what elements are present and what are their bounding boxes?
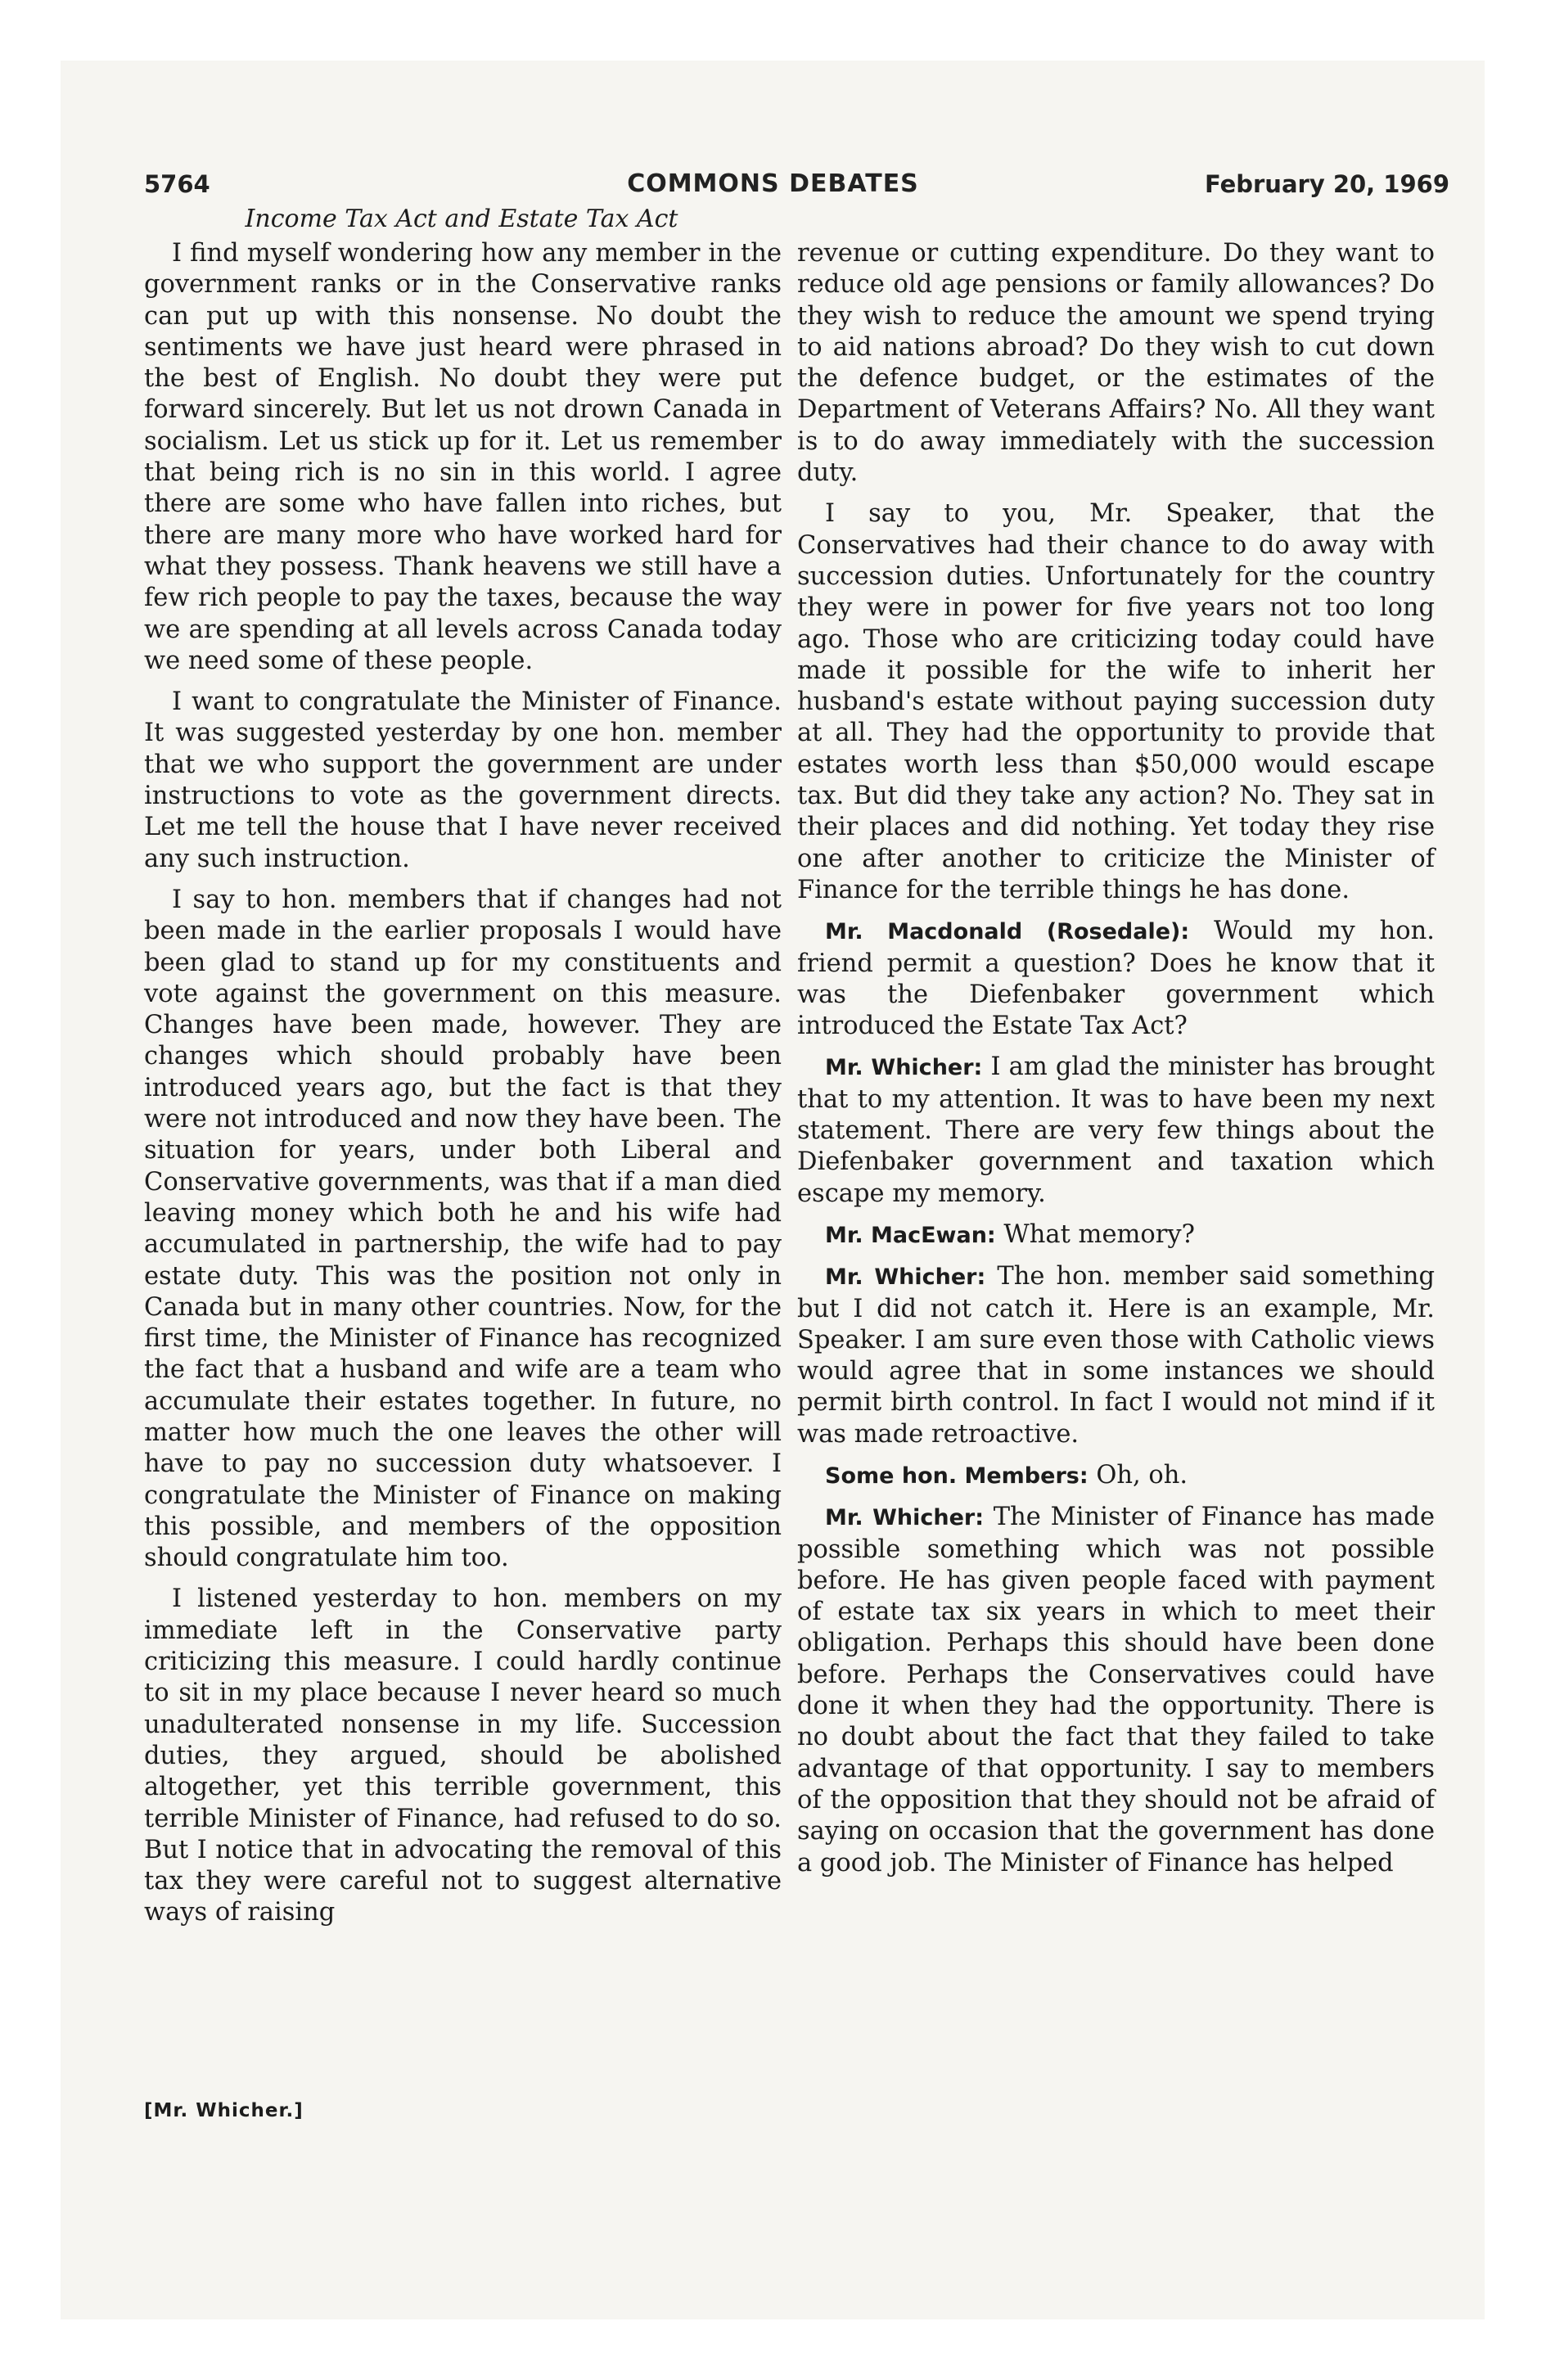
paragraph: I listened yesterday to hon. members on my immediate left in the Conservative party criticizing this measure. I could hardly continue to sit in my place because I never heard so much unadulterated nonsense in my life. Succession duties, they argued, should be abolished altogether, yet this terrible government, this terrible Minister of Finance, had refused to do so. But I notice that in advocating the removal of this tax they were careful not to suggest alternative ways of raising [144,1584,782,1927]
page-date: February 20, 1969 [1204,170,1449,198]
speech [797,1460,1435,1492]
speech [797,1052,1435,1209]
left-column [144,238,782,1939]
speech-text: Would my hon. friend permit a question? Does he know that it was the Diefenbaker government which introduced the Estate Tax Act? [797,917,1435,1041]
paragraph: I want to congratulate the Minister of Finance. It was suggested yesterday by one hon. member that we who support the government are under instructions to vote as the government directs. Let me tell the house that I have never received any such instruction. [144,687,782,873]
speech [797,916,1435,1042]
speech-text: I am glad the minister has brought that to my attention. It was to have been my next statement. There are very few things about the Diefenbaker government and taxation which escape my memory. [797,1053,1435,1208]
speaker-name: Mr. Macdonald (Rosedale): [825,919,1190,945]
right-column [797,238,1435,1889]
speech-text: The Minister of Finance has made possible something which was not possible before. He has given people faced with payment of estate tax six years in which to meet their obligation. Perhaps this should have been done before. Perhaps the Conservatives could have done it when they had the opportunity. There is no doubt about the fact that they failed to take advantage of that opportunity. I say to members of the opposition that they should not be afraid of saying on occasion that the government has done a good job. The Minister of Finance has helped [797,1503,1435,1877]
paragraph: I find myself wondering how any member in the government ranks or in the Conservative ranks can put up with this nonsense. No doubt the sentiments we have just heard were phrased in the best of English. No doubt they were put forward sincerely. But let us not drown Canada in socialism. Let us stick up for it. Let us remember that being rich is no sin in this world. I agree there are some who have fallen into riches, but there are many more who have worked hard for what they possess. Thank heavens we still have a few rich people to pay the taxes, because the way we are spending at all levels across Canada today we need some of these people. [144,239,782,675]
paragraph: revenue or cutting expenditure. Do they want to reduce old age pensions or family allowances? Do they wish to reduce the amount we spend trying to aid nations abroad? Do they wish to cut down the defence budget, or the estimates of the Department of Veterans Affairs? No. All they want is to do away immediately with the succession duty. [797,239,1435,488]
paragraph: I say to you, Mr. Speaker, that the Conservatives had their chance to do away with succession duties. Unfortunately for the country they were in power for five years not too long ago. Those who are criticizing today could have made it possible for the wife to inherit her husband's estate without paying succession duty at all. They had the opportunity to provide that estates worth less than $50,000 would escape tax. But did they take any action? No. They sat in their places and did nothing. Yet today they rise one after another to criticize the Minister of Finance for the terrible things he has done. [797,499,1435,904]
speaker-name: Mr. Whicher: [825,1505,984,1531]
speech-text: What memory? [995,1219,1195,1249]
speaker-name: Mr. Whicher: [825,1055,983,1081]
running-title: Income Tax Act and Estate Tax Act [245,205,678,233]
speaker-footer: [Mr. Whicher.] [144,2100,304,2121]
publication-title: COMMONS DEBATES [627,169,919,198]
speaker-name: Some hon. Members: [825,1463,1089,1489]
speaker-name: Mr. MacEwan: [825,1222,996,1248]
speaker-name: Mr. Whicher: [825,1264,986,1291]
paragraph: I say to hon. members that if changes had not been made in the earlier proposals I would have been glad to stand up for my constituents and vote against the government on this measure. Changes have been made, however. They are changes which should probably have been introduced years ago, but the fact is that they were not introduced and now they have been. The situation for years, under both Liberal and Conservative governments, was that if a man died leaving money which both he and his wife had accumulated in partnership, the wife had to pay estate duty. This was the position not only in Canada but in many other countries. Now, for the first time, the Minister of Finance has recognized the fact that a husband and wife are a team who accumulate their estates together. In future, no matter how much the one leaves the other will have to pay no succession duty whatsoever. I congratulate the Minister of Finance on making this possible, and members of the opposition should congratulate him too. [144,885,782,1573]
speech [797,1502,1435,1879]
speech-text: The hon. member said something but I did not catch it. Here is an example, Mr. Speaker. I am sure even those with Catholic views would agree that in some instances we should permit birth control. In fact I would not mind if it was made retroactive. [797,1262,1435,1449]
page-number: 5764 [144,170,210,198]
speech [797,1261,1435,1450]
speech-text: Oh, oh. [1088,1460,1188,1490]
speech [797,1219,1435,1251]
